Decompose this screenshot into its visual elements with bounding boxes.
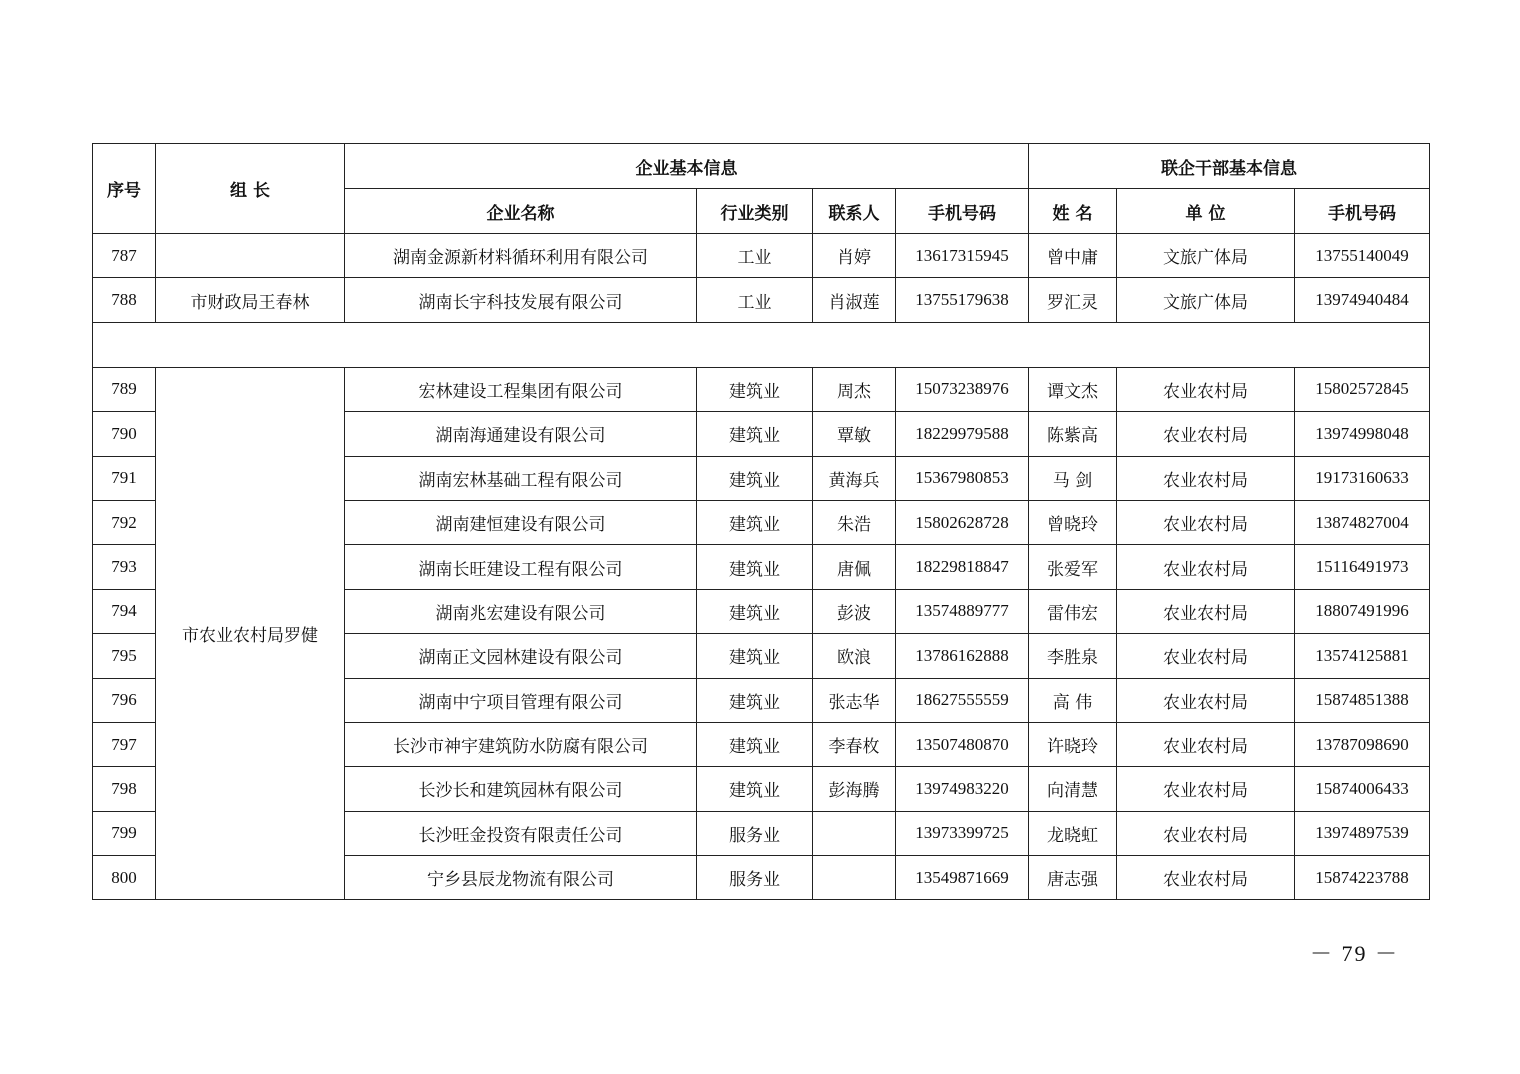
company-name: 长沙长和建筑园林有限公司 <box>345 767 697 811</box>
row-number: 800 <box>93 856 156 900</box>
cadre-unit: 农业农村局 <box>1117 412 1295 456</box>
industry: 建筑业 <box>697 634 813 678</box>
company-name: 湖南金源新材料循环利用有限公司 <box>345 234 697 278</box>
header-cadre-name: 姓 名 <box>1029 189 1117 234</box>
industry: 建筑业 <box>697 412 813 456</box>
cadre-name: 陈紫高 <box>1029 412 1117 456</box>
cadre-unit: 农业农村局 <box>1117 811 1295 855</box>
row-number: 788 <box>93 278 156 322</box>
contact-phone: 13549871669 <box>896 856 1029 900</box>
header-phone: 手机号码 <box>896 189 1029 234</box>
cadre-phone: 13755140049 <box>1295 234 1430 278</box>
group-separator <box>93 322 1430 367</box>
table-row <box>93 367 1430 411</box>
page-number: － 79 － <box>1310 941 1400 966</box>
cadre-name: 高 伟 <box>1029 678 1117 722</box>
row-number: 798 <box>93 767 156 811</box>
group-finance-bureau <box>93 234 1430 323</box>
header-cadre-phone: 手机号码 <box>1295 189 1430 234</box>
cadre-name: 唐志强 <box>1029 856 1117 900</box>
cadre-unit: 农业农村局 <box>1117 545 1295 589</box>
contact-person: 唐佩 <box>813 545 896 589</box>
header-company-name: 企业名称 <box>345 189 697 234</box>
cadre-phone: 15116491973 <box>1295 545 1430 589</box>
company-name: 湖南建恒建设有限公司 <box>345 500 697 544</box>
contact-phone: 13755179638 <box>896 278 1029 322</box>
group-leader-blank <box>156 234 345 278</box>
header-industry: 行业类别 <box>697 189 813 234</box>
contact-person <box>813 811 896 855</box>
cadre-name: 马 剑 <box>1029 456 1117 500</box>
cadre-name: 曾晓玲 <box>1029 500 1117 544</box>
industry: 服务业 <box>697 856 813 900</box>
cadre-phone: 18807491996 <box>1295 589 1430 633</box>
cadre-name: 曾中庸 <box>1029 234 1117 278</box>
company-name: 长沙旺金投资有限责任公司 <box>345 811 697 855</box>
contact-person: 朱浩 <box>813 500 896 544</box>
cadre-name: 龙晓虹 <box>1029 811 1117 855</box>
contact-phone: 13574889777 <box>896 589 1029 633</box>
contact-phone: 13617315945 <box>896 234 1029 278</box>
contact-person: 李春枚 <box>813 722 896 766</box>
cadre-name: 许晓玲 <box>1029 722 1117 766</box>
industry: 建筑业 <box>697 545 813 589</box>
cadre-unit: 农业农村局 <box>1117 367 1295 411</box>
contact-person: 彭海腾 <box>813 767 896 811</box>
contact-phone: 15073238976 <box>896 367 1029 411</box>
industry: 建筑业 <box>697 367 813 411</box>
contact-phone: 18627555559 <box>896 678 1029 722</box>
header-unit: 单 位 <box>1117 189 1295 234</box>
company-name: 湖南海通建设有限公司 <box>345 412 697 456</box>
cadre-name: 谭文杰 <box>1029 367 1117 411</box>
industry: 服务业 <box>697 811 813 855</box>
cadre-name: 向清慧 <box>1029 767 1117 811</box>
cadre-unit: 农业农村局 <box>1117 634 1295 678</box>
header-contact: 联系人 <box>813 189 896 234</box>
row-number: 797 <box>93 722 156 766</box>
cadre-unit: 农业农村局 <box>1117 678 1295 722</box>
cadre-name: 罗汇灵 <box>1029 278 1117 322</box>
contact-phone: 18229818847 <box>896 545 1029 589</box>
group-leader: 市财政局王春林 <box>156 278 345 322</box>
cadre-unit: 农业农村局 <box>1117 456 1295 500</box>
industry: 建筑业 <box>697 456 813 500</box>
contact-phone: 18229979588 <box>896 412 1029 456</box>
header-leader: 组 长 <box>156 144 345 234</box>
header-cadre-group: 联企干部基本信息 <box>1029 144 1430 189</box>
contact-person: 肖婷 <box>813 234 896 278</box>
contact-phone: 15802628728 <box>896 500 1029 544</box>
cadre-phone: 15874223788 <box>1295 856 1430 900</box>
company-name: 湖南中宁项目管理有限公司 <box>345 678 697 722</box>
table-row <box>93 234 1430 278</box>
industry: 工业 <box>697 234 813 278</box>
contact-phone: 13974983220 <box>896 767 1029 811</box>
table-header <box>93 144 1430 234</box>
industry: 建筑业 <box>697 722 813 766</box>
contact-person: 欧浪 <box>813 634 896 678</box>
contact-person: 彭波 <box>813 589 896 633</box>
row-number: 787 <box>93 234 156 278</box>
header-seq: 序号 <box>93 144 156 234</box>
cadre-unit: 农业农村局 <box>1117 589 1295 633</box>
industry: 建筑业 <box>697 589 813 633</box>
contact-phone: 15367980853 <box>896 456 1029 500</box>
company-name: 宁乡县辰龙物流有限公司 <box>345 856 697 900</box>
table-row <box>93 278 1430 322</box>
cadre-phone: 13974940484 <box>1295 278 1430 322</box>
industry: 建筑业 <box>697 767 813 811</box>
cadre-unit: 文旅广体局 <box>1117 234 1295 278</box>
row-number: 792 <box>93 500 156 544</box>
company-name: 湖南宏林基础工程有限公司 <box>345 456 697 500</box>
contact-person: 肖淑莲 <box>813 278 896 322</box>
cadre-phone: 13974897539 <box>1295 811 1430 855</box>
cadre-phone: 13574125881 <box>1295 634 1430 678</box>
company-name: 湖南正文园林建设有限公司 <box>345 634 697 678</box>
cadre-unit: 农业农村局 <box>1117 856 1295 900</box>
cadre-phone: 15802572845 <box>1295 367 1430 411</box>
cadre-unit: 农业农村局 <box>1117 722 1295 766</box>
contact-person <box>813 856 896 900</box>
cadre-phone: 15874006433 <box>1295 767 1430 811</box>
cadre-unit: 农业农村局 <box>1117 500 1295 544</box>
company-name: 湖南长宇科技发展有限公司 <box>345 278 697 322</box>
blank-separator-row <box>93 322 1430 367</box>
cadre-name: 雷伟宏 <box>1029 589 1117 633</box>
cadre-name: 李胜泉 <box>1029 634 1117 678</box>
contact-person: 周杰 <box>813 367 896 411</box>
row-number: 796 <box>93 678 156 722</box>
row-number: 791 <box>93 456 156 500</box>
cadre-name: 张爱军 <box>1029 545 1117 589</box>
contact-phone: 13973399725 <box>896 811 1029 855</box>
row-number: 789 <box>93 367 156 411</box>
contact-person: 张志华 <box>813 678 896 722</box>
header-enterprise-group: 企业基本信息 <box>345 144 1029 189</box>
cadre-phone: 19173160633 <box>1295 456 1430 500</box>
company-name: 宏林建设工程集团有限公司 <box>345 367 697 411</box>
company-name: 湖南兆宏建设有限公司 <box>345 589 697 633</box>
contact-person: 黄海兵 <box>813 456 896 500</box>
company-name: 长沙市神宇建筑防水防腐有限公司 <box>345 722 697 766</box>
industry: 建筑业 <box>697 678 813 722</box>
enterprise-cadre-table <box>92 143 1430 900</box>
cadre-phone: 13974998048 <box>1295 412 1430 456</box>
cadre-unit: 农业农村局 <box>1117 767 1295 811</box>
contact-phone: 13786162888 <box>896 634 1029 678</box>
industry: 工业 <box>697 278 813 322</box>
cadre-phone: 15874851388 <box>1295 678 1430 722</box>
cadre-unit: 文旅广体局 <box>1117 278 1295 322</box>
company-name: 湖南长旺建设工程有限公司 <box>345 545 697 589</box>
contact-person: 覃敏 <box>813 412 896 456</box>
group-leader: 市农业农村局罗健 <box>156 367 345 900</box>
cadre-phone: 13787098690 <box>1295 722 1430 766</box>
row-number: 799 <box>93 811 156 855</box>
group-agriculture-bureau <box>93 367 1430 900</box>
row-number: 790 <box>93 412 156 456</box>
row-number: 795 <box>93 634 156 678</box>
row-number: 793 <box>93 545 156 589</box>
cadre-phone: 13874827004 <box>1295 500 1430 544</box>
row-number: 794 <box>93 589 156 633</box>
industry: 建筑业 <box>697 500 813 544</box>
contact-phone: 13507480870 <box>896 722 1029 766</box>
